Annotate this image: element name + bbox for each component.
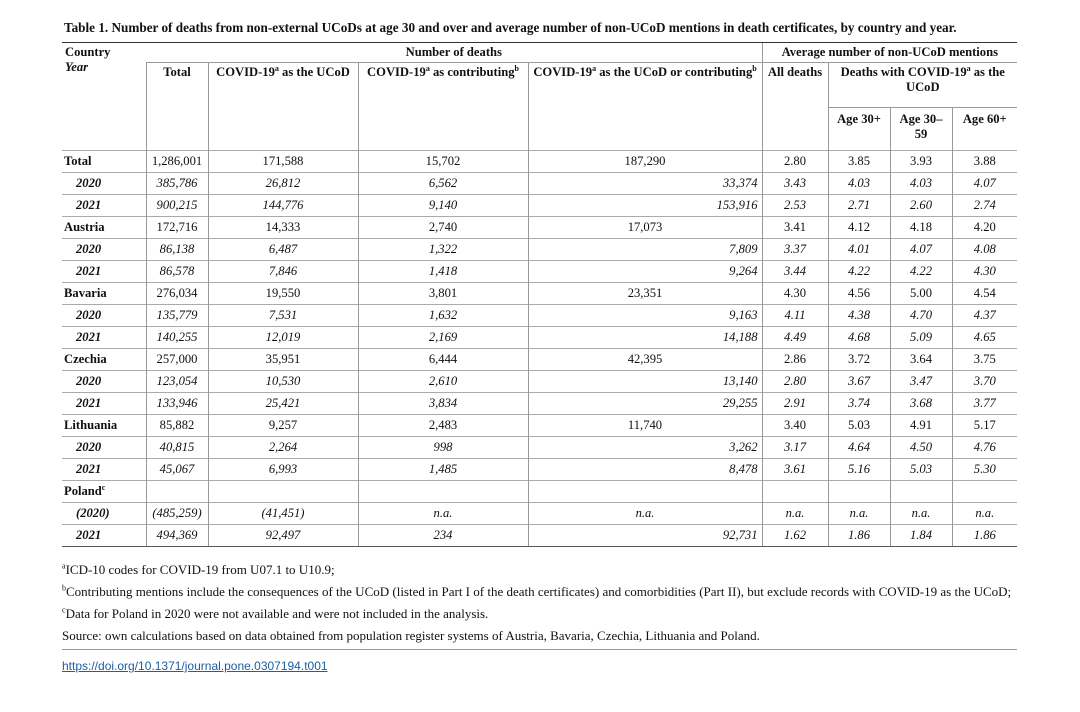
table-cell: [762, 481, 828, 503]
table-cell: 14,333: [208, 217, 358, 239]
table-cell: 2.74: [952, 195, 1017, 217]
table-row: [62, 327, 1017, 349]
table-cell: 6,444: [358, 349, 528, 371]
table-cell: 1.62: [762, 525, 828, 547]
table-cell: 3,801: [358, 283, 528, 305]
row-label: Austria: [62, 217, 146, 239]
table-cell: 12,019: [208, 327, 358, 349]
row-label: (2020): [62, 503, 146, 525]
table-caption: Table 1. Number of deaths from non-external UCoDs at age 30 and over and average number of non-UCoD mentions in death certificates, by country and year.: [64, 20, 957, 35]
table-cell: 3,834: [358, 393, 528, 415]
row-label: 2020: [62, 305, 146, 327]
cell-covid-either: 42,395: [528, 349, 762, 371]
table-row: [62, 437, 1017, 459]
table-cell: n.a.: [762, 503, 828, 525]
footnote-a: $^a$ICD-10 codes for COVID-19 from U07.1 to U10.9;: [62, 561, 335, 577]
cell-covid-either: 14,188: [528, 327, 762, 349]
table-cell: 26,812: [208, 173, 358, 195]
table-row: [62, 459, 1017, 481]
table-cell: 3.75: [952, 349, 1017, 371]
table-cell: 7,846: [208, 261, 358, 283]
table-cell: 4.22: [890, 261, 952, 283]
table-cell: 1,322: [358, 239, 528, 261]
table-cell: 6,562: [358, 173, 528, 195]
header-age-30-plus: Age 30+: [828, 108, 890, 151]
table-cell: 4.22: [828, 261, 890, 283]
table-cell: 4.37: [952, 305, 1017, 327]
table-cell: 4.03: [828, 173, 890, 195]
table-cell: 133,946: [146, 393, 208, 415]
table-cell: 2.91: [762, 393, 828, 415]
table-cell: 2.60: [890, 195, 952, 217]
header-total: Total: [146, 63, 208, 151]
table-cell: 4.50: [890, 437, 952, 459]
table-cell: n.a.: [952, 503, 1017, 525]
table-cell: 1.86: [952, 525, 1017, 547]
cell-covid-either: 92,731: [528, 525, 762, 547]
footnote-c: $^c$Data for Poland in 2020 were not available and were not included in the analysis.: [62, 605, 489, 621]
table-cell: 3.40: [762, 415, 828, 437]
deaths-table: [62, 42, 1017, 547]
table-cell: 35,951: [208, 349, 358, 371]
table-cell: 6,487: [208, 239, 358, 261]
table-cell: [828, 481, 890, 503]
table-cell: 3.47: [890, 371, 952, 393]
header-covid-contributing: COVID-19$^a$ as contributing$^b$: [358, 63, 528, 151]
table-cell: 4.54: [952, 283, 1017, 305]
table-cell: 4.08: [952, 239, 1017, 261]
header-age-30-59: Age 30–59: [890, 108, 952, 151]
table-cell: 140,255: [146, 327, 208, 349]
table-cell: 2,264: [208, 437, 358, 459]
cell-covid-either: 29,255: [528, 393, 762, 415]
table-cell: 1.84: [890, 525, 952, 547]
table-cell: 3.93: [890, 151, 952, 173]
cell-covid-either: 7,809: [528, 239, 762, 261]
header-country-year: [62, 43, 146, 151]
header-age-60-plus: Age 60+: [952, 108, 1017, 151]
table-cell: 1.86: [828, 525, 890, 547]
table-cell: 4.11: [762, 305, 828, 327]
table-row: [62, 481, 1017, 503]
cell-covid-either: 8,478: [528, 459, 762, 481]
table-cell: 144,776: [208, 195, 358, 217]
row-label: Total: [62, 151, 146, 173]
table-row: [62, 195, 1017, 217]
table-cell: 385,786: [146, 173, 208, 195]
table-cell: 4.01: [828, 239, 890, 261]
table-cell: 1,485: [358, 459, 528, 481]
cell-covid-either: 11,740: [528, 415, 762, 437]
table-row: [62, 239, 1017, 261]
header-deaths-with-covid: Deaths with COVID-19$^a$ as the UCoD: [828, 63, 1017, 108]
table-cell: 9,257: [208, 415, 358, 437]
row-label: 2021: [62, 195, 146, 217]
row-label: 2021: [62, 525, 146, 547]
table-cell: 3.61: [762, 459, 828, 481]
table-row: [62, 217, 1017, 239]
table-cell: 4.49: [762, 327, 828, 349]
table-cell: [358, 481, 528, 503]
table-cell: 3.67: [828, 371, 890, 393]
table-cell: 2,610: [358, 371, 528, 393]
cell-covid-either: 23,351: [528, 283, 762, 305]
table-cell: 6,993: [208, 459, 358, 481]
row-label: 2020: [62, 239, 146, 261]
table-row: [62, 151, 1017, 173]
table-cell: 2.80: [762, 371, 828, 393]
table-cell: 3.17: [762, 437, 828, 459]
table-cell: 15,702: [358, 151, 528, 173]
header-year: Year: [65, 60, 89, 74]
row-label: 2021: [62, 261, 146, 283]
cell-covid-either: 3,262: [528, 437, 762, 459]
table-cell: 1,286,001: [146, 151, 208, 173]
cell-covid-either: 153,916: [528, 195, 762, 217]
table-cell: 3.41: [762, 217, 828, 239]
table-cell: 4.20: [952, 217, 1017, 239]
table-cell: 3.68: [890, 393, 952, 415]
table-body: [62, 151, 1017, 547]
table-cell: 4.65: [952, 327, 1017, 349]
row-label: Lithuania: [62, 415, 146, 437]
cell-covid-either: 9,264: [528, 261, 762, 283]
table-cell: 172,716: [146, 217, 208, 239]
table-row: [62, 371, 1017, 393]
table-cell: 3.74: [828, 393, 890, 415]
table-cell: [890, 481, 952, 503]
table-cell: 3.43: [762, 173, 828, 195]
cell-covid-either: n.a.: [528, 503, 762, 525]
table-cell: 135,779: [146, 305, 208, 327]
table-cell: n.a.: [358, 503, 528, 525]
table-cell: 10,530: [208, 371, 358, 393]
table-cell: 3.77: [952, 393, 1017, 415]
table-cell: 3.70: [952, 371, 1017, 393]
table-cell: 4.56: [828, 283, 890, 305]
header-covid-ucod: COVID-19$^a$ as the UCoD: [208, 63, 358, 151]
table-cell: 92,497: [208, 525, 358, 547]
table-cell: 4.03: [890, 173, 952, 195]
table-cell: n.a.: [890, 503, 952, 525]
row-label: 2020: [62, 371, 146, 393]
table-header: [62, 43, 1017, 151]
table-row: [62, 415, 1017, 437]
table-cell: 1,418: [358, 261, 528, 283]
table-cell: 4.18: [890, 217, 952, 239]
table-figure: [62, 19, 1017, 673]
cell-covid-either: 187,290: [528, 151, 762, 173]
table-cell: 4.12: [828, 217, 890, 239]
table-cell: 3.88: [952, 151, 1017, 173]
table-cell: 2.71: [828, 195, 890, 217]
table-cell: 40,815: [146, 437, 208, 459]
source-note: Source: own calculations based on data obtained from population register systems of Austria, Bavaria, Czechia, Lithuania and Poland.: [62, 628, 760, 643]
table-row: [62, 503, 1017, 525]
table-cell: 4.30: [762, 283, 828, 305]
table-cell: 85,882: [146, 415, 208, 437]
table-cell: 4.07: [952, 173, 1017, 195]
table-cell: 4.07: [890, 239, 952, 261]
table-cell: 19,550: [208, 283, 358, 305]
table-cell: (485,259): [146, 503, 208, 525]
row-label: 2021: [62, 393, 146, 415]
table-cell: 171,588: [208, 151, 358, 173]
table-cell: 4.91: [890, 415, 952, 437]
table-cell: 4.68: [828, 327, 890, 349]
table-cell: 7,531: [208, 305, 358, 327]
table-cell: 276,034: [146, 283, 208, 305]
table-cell: 45,067: [146, 459, 208, 481]
header-country: Country: [65, 45, 111, 59]
table-cell: [208, 481, 358, 503]
table-cell: 3.37: [762, 239, 828, 261]
row-label: Bavaria: [62, 283, 146, 305]
header-all-deaths: All deaths: [762, 63, 828, 151]
table-cell: 3.85: [828, 151, 890, 173]
divider: [62, 649, 1017, 650]
table-cell: 25,421: [208, 393, 358, 415]
table-cell: 9,140: [358, 195, 528, 217]
table-cell: 86,578: [146, 261, 208, 283]
table-cell: 900,215: [146, 195, 208, 217]
doi-link[interactable]: https://doi.org/10.1371/journal.pone.0307194.t001: [62, 659, 328, 673]
table-cell: 3.72: [828, 349, 890, 371]
cell-covid-either: 9,163: [528, 305, 762, 327]
table-cell: 3.64: [890, 349, 952, 371]
table-cell: 4.70: [890, 305, 952, 327]
header-average-mentions: Average number of non-UCoD mentions: [762, 43, 1017, 63]
row-label: 2021: [62, 459, 146, 481]
table-cell: 257,000: [146, 349, 208, 371]
table-row: [62, 173, 1017, 195]
cell-covid-either: 17,073: [528, 217, 762, 239]
cell-covid-either: 13,140: [528, 371, 762, 393]
table-cell: 3.44: [762, 261, 828, 283]
table-cell: 2.80: [762, 151, 828, 173]
table-cell: 2.86: [762, 349, 828, 371]
table-row: [62, 283, 1017, 305]
table-cell: 5.00: [890, 283, 952, 305]
table-cell: 1,632: [358, 305, 528, 327]
table-cell: 2,169: [358, 327, 528, 349]
row-label: 2021: [62, 327, 146, 349]
header-covid-ucod-or-contributing: COVID-19$^a$ as the UCoD or contributing$^b$: [528, 63, 762, 151]
table-cell: 5.17: [952, 415, 1017, 437]
table-row: [62, 349, 1017, 371]
table-cell: [952, 481, 1017, 503]
table-cell: 4.38: [828, 305, 890, 327]
table-cell: 2,483: [358, 415, 528, 437]
table-footnotes: [62, 559, 1017, 647]
header-number-of-deaths: Number of deaths: [146, 43, 762, 63]
cell-covid-either: 33,374: [528, 173, 762, 195]
cell-covid-either: [528, 481, 762, 503]
table-cell: n.a.: [828, 503, 890, 525]
row-label: 2020: [62, 173, 146, 195]
table-row: [62, 525, 1017, 547]
row-label: Czechia: [62, 349, 146, 371]
table-cell: 2.53: [762, 195, 828, 217]
table-cell: 4.76: [952, 437, 1017, 459]
table-cell: 494,369: [146, 525, 208, 547]
table-row: [62, 261, 1017, 283]
table-row: [62, 393, 1017, 415]
table-row: [62, 305, 1017, 327]
table-cell: [146, 481, 208, 503]
table-cell: 5.09: [890, 327, 952, 349]
row-label: 2020: [62, 437, 146, 459]
table-cell: 2,740: [358, 217, 528, 239]
table-cell: 5.16: [828, 459, 890, 481]
table-cell: 4.64: [828, 437, 890, 459]
table-cell: 123,054: [146, 371, 208, 393]
table-cell: 5.03: [890, 459, 952, 481]
table-cell: (41,451): [208, 503, 358, 525]
table-cell: 5.30: [952, 459, 1017, 481]
row-label: Poland$^c$: [62, 481, 146, 503]
footnote-b: $^b$Contributing mentions include the consequences of the UCoD (listed in Part I of the death certificates) and comorbidities (Part II), but exclude records with COVID-19 as the UCoD;: [62, 583, 1012, 599]
table-cell: 5.03: [828, 415, 890, 437]
table-cell: 234: [358, 525, 528, 547]
table-cell: 4.30: [952, 261, 1017, 283]
table-cell: 86,138: [146, 239, 208, 261]
table-cell: 998: [358, 437, 528, 459]
